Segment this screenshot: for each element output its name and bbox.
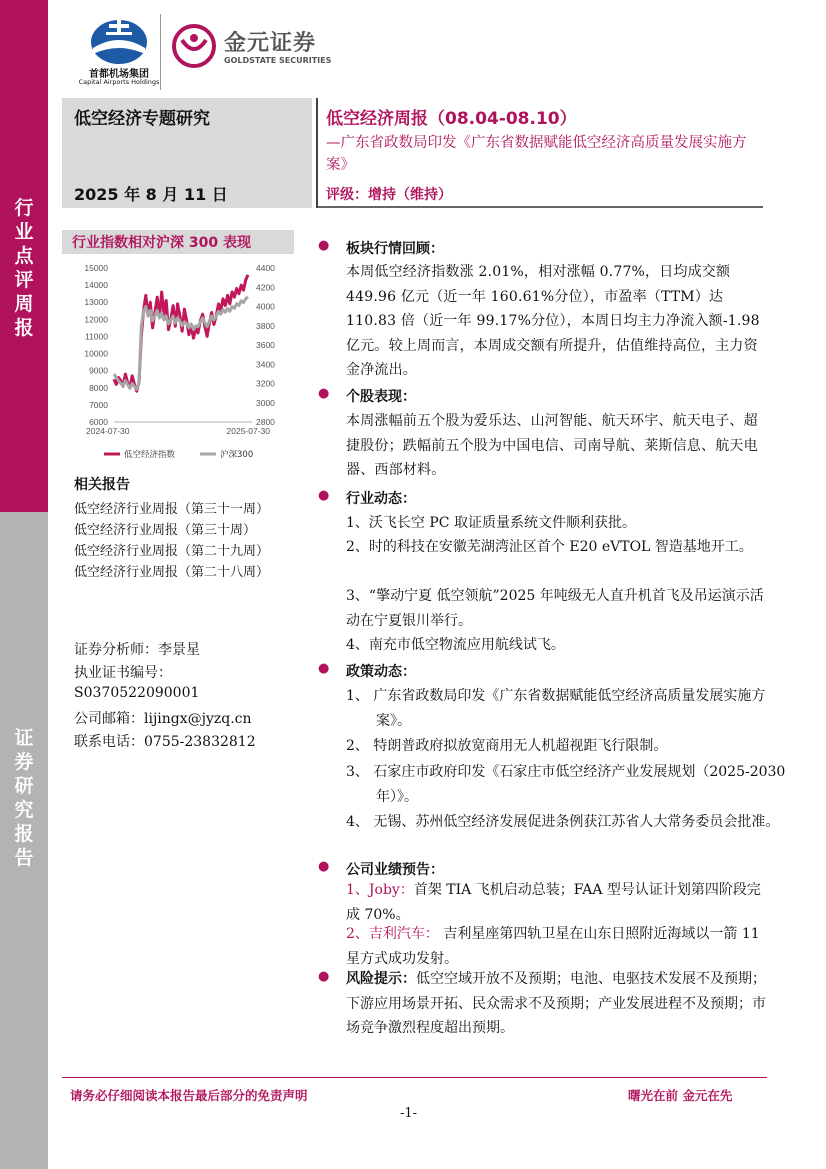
company-item-label: 2、吉利汽车： <box>346 926 439 942</box>
company-item-text: 首架 TIA 飞机启动总装；FAA 型号认证计划第四阶段完成 70%。 <box>346 882 761 923</box>
y-right-tick-label: 3800 <box>256 320 275 331</box>
bullet-icon: ● <box>318 488 330 503</box>
sidebar-label-top: 行 业 点 评 周 报 <box>14 197 34 339</box>
company-item-label: 1、Joby： <box>346 882 414 898</box>
y-right-tick-label: 3600 <box>256 340 275 350</box>
section-company-title: 公司业绩预告： <box>346 862 444 878</box>
goldstate-logo-en: GOLDSTATE SECURITIES <box>224 56 332 65</box>
series-line-csi300 <box>114 297 248 389</box>
related-report-link[interactable]: 低空经济行业周报（第三十周） <box>74 523 257 538</box>
index-performance-chart <box>62 256 302 462</box>
chart-title: 行业指数相对沪深 300 表现 <box>72 235 251 251</box>
y-left-tick-label: 6000 <box>89 417 108 427</box>
goldstate-emblem-icon <box>172 24 216 68</box>
industry-item: 2、时的科技在安徽芜湖湾沚区首个 E20 eVTOL 智造基地开工。 <box>346 539 753 555</box>
report-date: 2025 年 8 月 11 日 <box>74 185 228 204</box>
y-right-tick-label: 3200 <box>256 378 275 389</box>
y-left-tick-label: 8000 <box>89 382 108 393</box>
sidebar-label-bottom: 证 券 研 究 报 告 <box>14 727 34 869</box>
industry-item: 3、“擎动宁夏 低空领航”2025 年吨级无人直升机首飞及吊运演示活动在宁夏银川举行。 <box>346 588 764 629</box>
report-title: 低空经济周报（08.04-08.10） <box>326 109 577 129</box>
y-left-tick-label: 11000 <box>84 331 108 342</box>
section-industry-title: 行业动态： <box>346 491 416 507</box>
bullet-icon: ● <box>318 661 330 676</box>
y-right-tick-label: 2800 <box>256 417 275 427</box>
related-reports-title: 相关报告 <box>74 477 130 493</box>
y-left-tick-label: 9000 <box>89 365 108 376</box>
y-right-tick-label: 4200 <box>256 282 275 293</box>
rating: 评级：增持（维持） <box>326 187 452 203</box>
y-right-tick-label: 3000 <box>256 397 275 408</box>
section-risk <box>346 967 766 1041</box>
section-market-title: 板块行情回顾： <box>346 241 444 257</box>
policy-item: 2、 特朗普政府拟放宽商用无人机超视距飞行限制。 <box>346 738 668 754</box>
analyst-name: 证券分析师：李景星 <box>74 642 200 658</box>
legend-label: 沪深300 <box>220 450 254 460</box>
y-left-tick-label: 7000 <box>89 399 108 410</box>
y-left-tick-label: 13000 <box>84 297 108 308</box>
y-right-tick-label: 4400 <box>256 263 275 273</box>
policy-item: 4、 无锡、苏州低空经济发展促进条例获江苏省人大常务委员会批准。 <box>346 814 780 830</box>
analyst-email[interactable]: 公司邮箱：lijingx@jyzq.cn <box>74 711 252 727</box>
capital-logo-cn: 首都机场集团 <box>89 69 149 80</box>
section-policy-title: 政策动态： <box>346 664 416 680</box>
x-tick-label: 2024-07-30 <box>86 426 130 436</box>
header-bottom-rule <box>318 206 763 208</box>
header-divider <box>316 98 318 208</box>
footer-slogan: 曙光在前 金元在先 <box>628 1088 733 1103</box>
chart-lines <box>114 275 248 391</box>
related-report-link[interactable]: 低空经济行业周报（第二十九周） <box>74 544 270 559</box>
report-subtitle: —广东省政数局印发《广东省数据赋能低空经济高质量发展实施方案》 <box>326 135 747 173</box>
analyst-phone: 联系电话：0755-23832812 <box>74 734 256 750</box>
section-market-text: 本周低空经济指数涨 2.01%，相对涨幅 0.77%，日均成交额 449.96 亿元（近一年 160.61%分位），市盈率（TTM）达 110.83 倍（近一年 99.17%分位），本周日均主力净流入额-1.98 亿元。较上周而言，本周成交额有所提升，估值维持高位，主力资金净流出。 <box>346 264 760 378</box>
related-report-link[interactable]: 低空经济行业周报（第三十一周） <box>74 502 270 517</box>
chart-axes <box>84 263 275 436</box>
series-title: 低空经济专题研究 <box>74 109 210 129</box>
company-item <box>346 922 766 971</box>
bullet-icon: ● <box>318 969 330 984</box>
section-risk-title: 风险提示： <box>346 971 416 987</box>
y-left-tick-label: 15000 <box>84 263 108 273</box>
y-right-tick-label: 4000 <box>256 301 275 312</box>
logo-divider <box>160 14 161 90</box>
analyst-cert-label: 执业证书编号： <box>74 665 172 681</box>
capital-airports-logo <box>76 18 162 88</box>
y-left-tick-label: 14000 <box>84 280 108 291</box>
footer-rule <box>62 1077 767 1078</box>
bullet-icon: ● <box>318 238 330 253</box>
industry-item: 1、沃飞长空 PC 取证质量系统文件顺利获批。 <box>346 515 636 531</box>
legend-label: 低空经济指数 <box>124 450 176 460</box>
industry-item: 4、南充市低空物流应用航线试飞。 <box>346 637 565 653</box>
chart-legend <box>104 449 253 460</box>
section-risk-text: 低空空域开放不及预期；电池、电驱技术发展不及预期；下游应用场景开拓、民众需求不及预期；产业发展进程不及预期；市场竞争激烈程度超出预期。 <box>346 971 766 1036</box>
goldstate-logo-cn: 金元证券 <box>224 31 317 56</box>
y-left-tick-label: 12000 <box>84 314 108 325</box>
y-left-tick-label: 10000 <box>84 348 108 359</box>
bullet-icon: ● <box>318 859 330 874</box>
sidebar-band-bottom <box>0 512 48 1169</box>
page-number: -1- <box>400 1106 418 1121</box>
policy-item: 3、 石家庄市政府印发《石家庄市低空经济产业发展规划（2025-2030 年）》。 <box>346 764 786 805</box>
series-line-low-altitude-index <box>114 275 248 391</box>
x-tick-label: 2025-07-30 <box>226 426 270 436</box>
goldstate-logo <box>170 22 370 72</box>
section-stock-text: 本周涨幅前五个股为爱乐达、山河智能、航天环宇、航天电子、超捷股份；跌幅前五个股为中国电信、司南导航、莱斯信息、航天电器、西部材料。 <box>346 413 758 478</box>
capital-logo-en: Capital Airports Holdings <box>78 78 160 86</box>
sidebar-band-top <box>0 0 48 512</box>
company-item-text: 吉利星座第四轨卫星在山东日照附近海域以一箭 11 星方式成功发射。 <box>346 926 760 967</box>
section-stock-title: 个股表现： <box>346 389 416 405</box>
company-item <box>346 878 766 927</box>
bullet-icon: ● <box>318 386 330 401</box>
capital-airports-emblem-icon <box>76 18 162 66</box>
policy-item: 1、 广东省政数局印发《广东省数据赋能低空经济高质量发展实施方案》。 <box>346 688 766 729</box>
related-report-link[interactable]: 低空经济行业周报（第二十八周） <box>74 565 270 580</box>
analyst-cert-number: S0370522090001 <box>74 685 200 701</box>
footer-disclaimer[interactable]: 请务必仔细阅读本报告最后部分的免责声明 <box>70 1088 308 1103</box>
y-right-tick-label: 3400 <box>256 359 275 370</box>
